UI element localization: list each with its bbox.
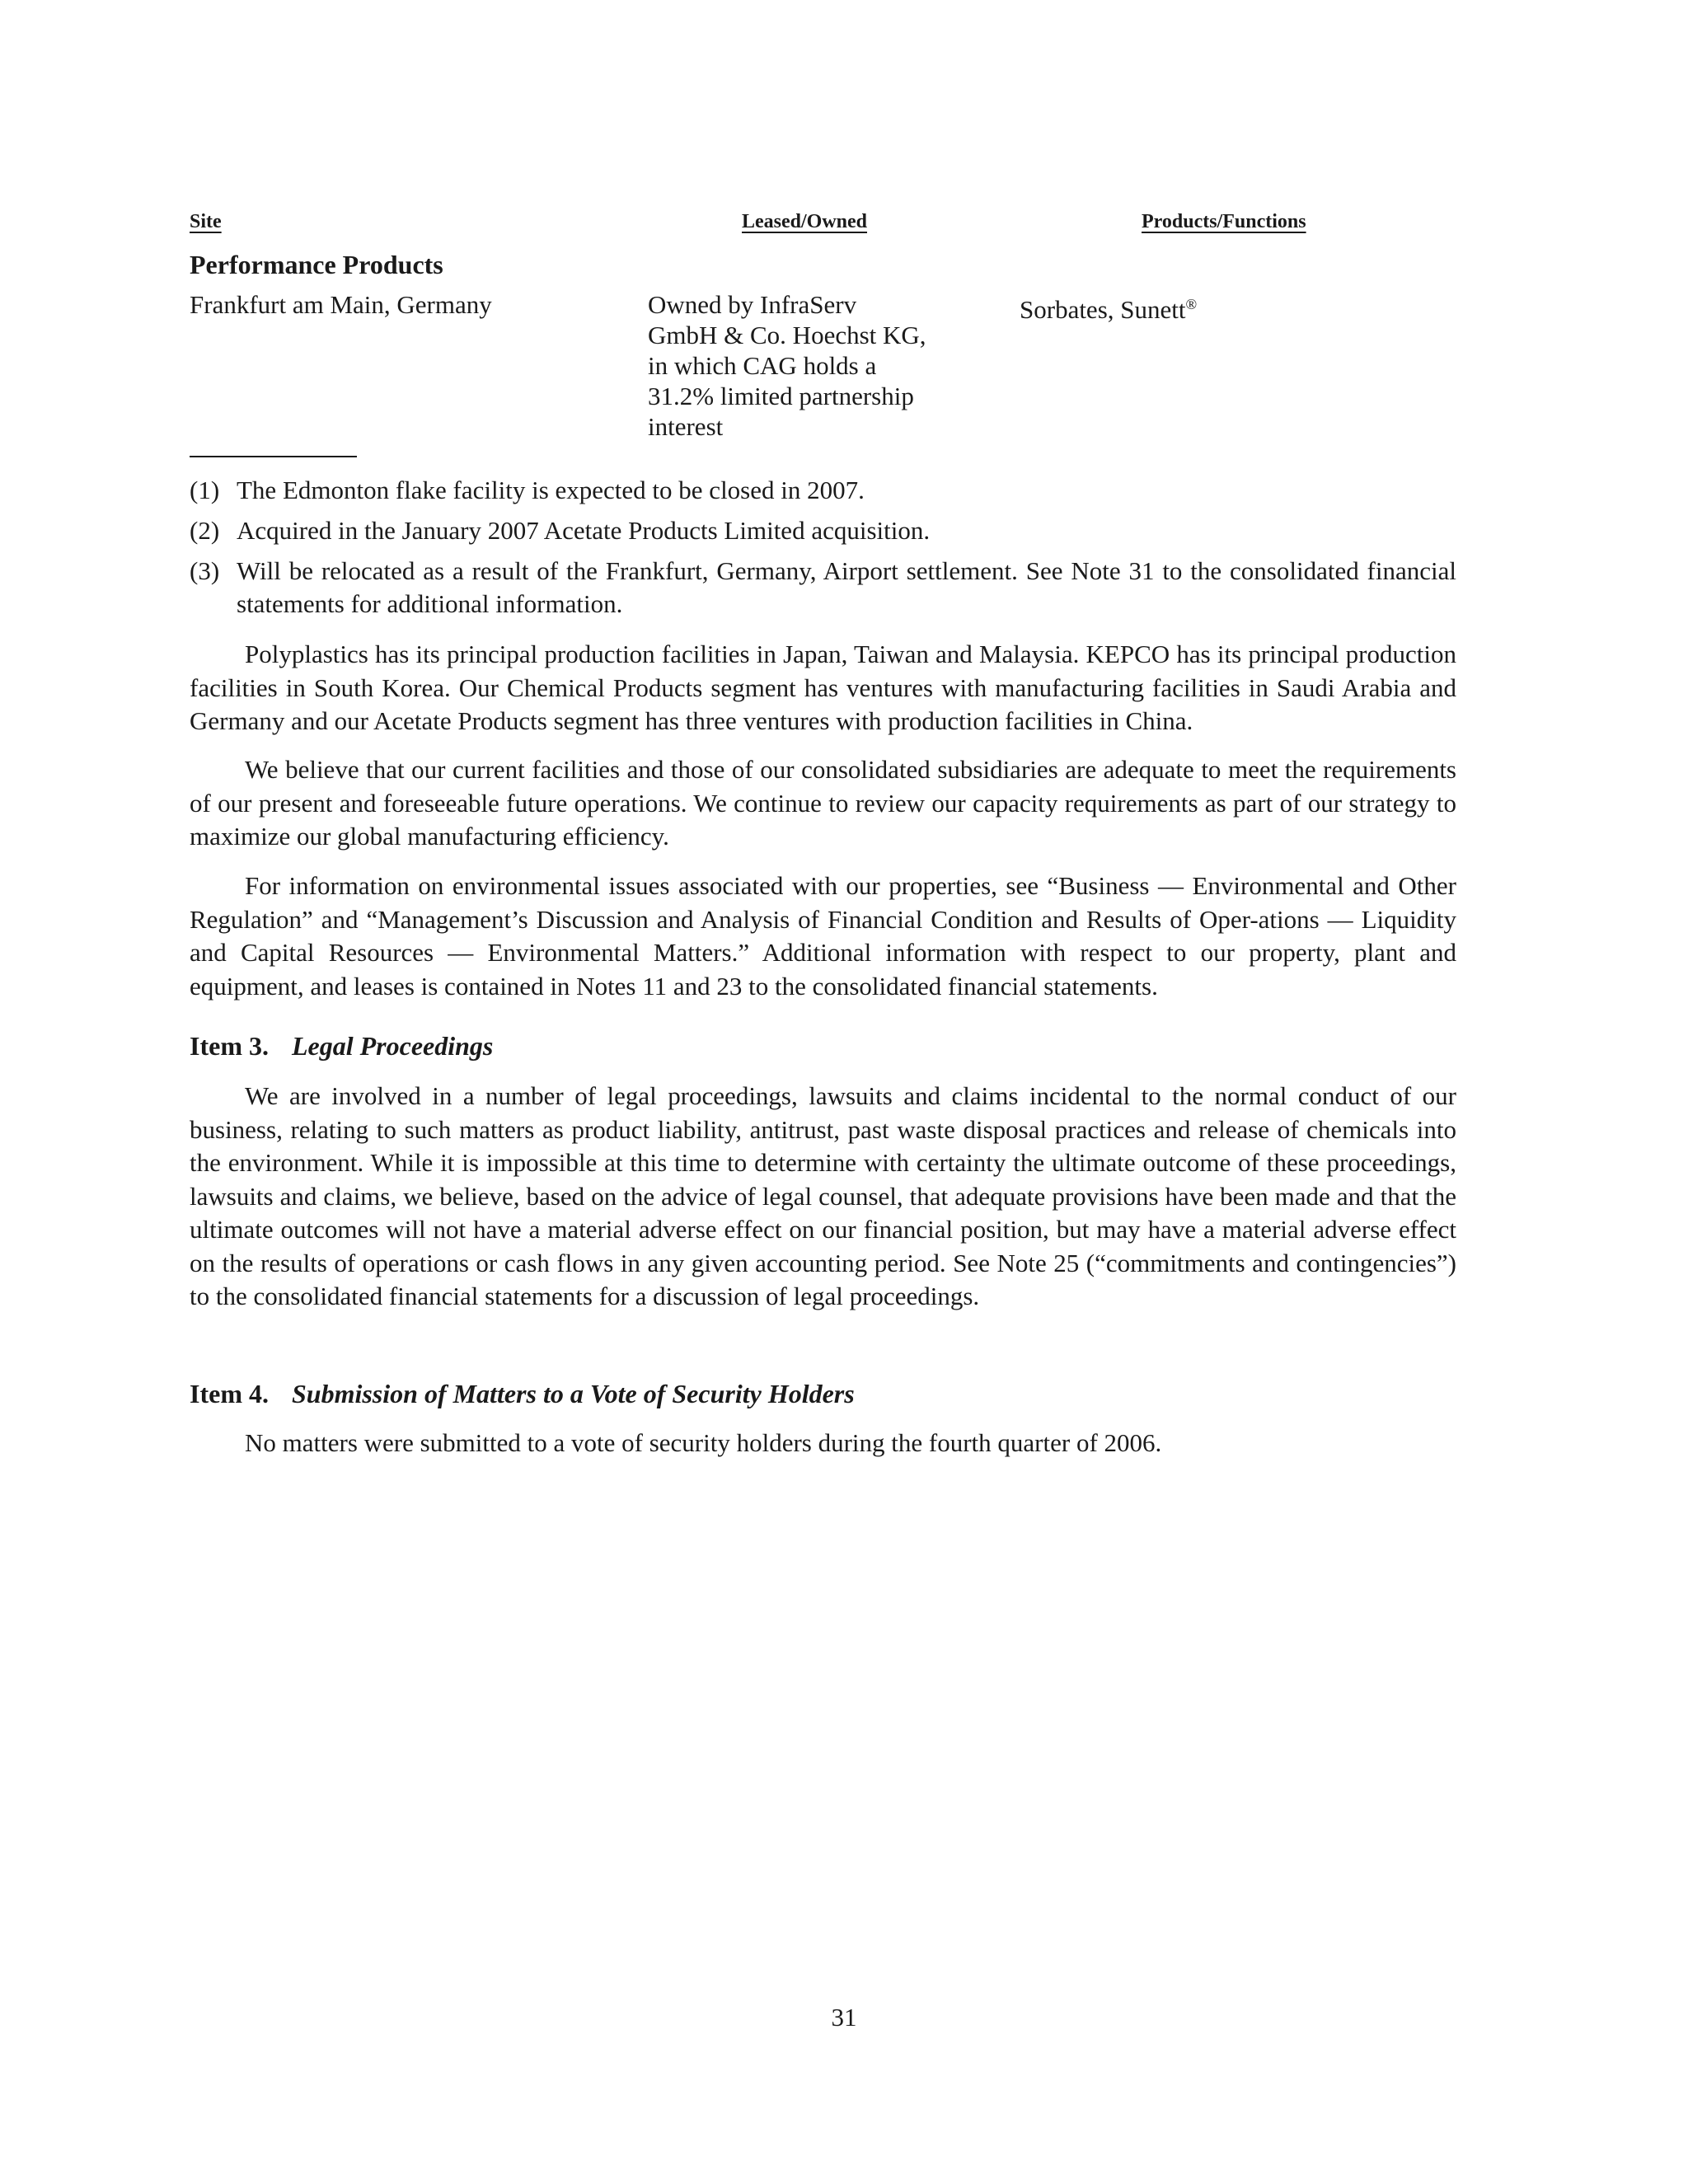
- leased-owned-cell: [648, 289, 1002, 442]
- item-number: Item 4.: [190, 1379, 269, 1408]
- item-3-heading: [190, 1031, 493, 1062]
- item-title: Submission of Matters to a Vote of Security Holders: [291, 1379, 855, 1408]
- page-number: 31: [831, 2003, 857, 2032]
- footnote-rule: [190, 456, 357, 457]
- paragraph-vote-of-security-holders: No matters were submitted to a vote of security holders during the fourth quarter of 2006.: [245, 1428, 1162, 1457]
- item-title: Legal Proceedings: [291, 1031, 494, 1061]
- footnote-number: (3): [190, 556, 220, 585]
- leased-owned-line: in which CAG holds a: [648, 351, 877, 380]
- leased-owned-line: 31.2% limited partnership: [648, 382, 914, 410]
- footnote-1: [190, 474, 1456, 507]
- registered-mark: ®: [1185, 296, 1198, 312]
- footnote-text: Will be relocated as a result of the Frankfurt, Germany, Airport settlement. See Note 31 to the consolidated financial statements for additional information.: [237, 556, 1456, 618]
- column-header-leased-owned: Leased/Owned: [742, 211, 868, 232]
- leased-owned-line: Owned by InfraServ: [648, 290, 857, 319]
- paragraph-legal-proceedings: We are involved in a number of legal proceedings, lawsuits and claims incidental to the normal conduct of our business, relating to such matters as product liability, antitrust, past waste disposal practices and release of chemicals into the environment. While it is impossible at this time to determine with certainty the ultimate outcome of these proceedings, lawsuits and claims, we believe, based on the advice of legal counsel, that adequate provisions have been made and that the ultimate outcomes will not have a material adverse effect on our financial position, but may have a material adverse effect on the results of operations or cash flows in any given accounting period. See Note 25 (“commitments and contingencies”) to the consolidated financial statements for a discussion of legal proceedings.: [190, 1081, 1456, 1310]
- column-header-site: Site: [190, 211, 222, 232]
- site-cell: Frankfurt am Main, Germany: [190, 290, 492, 319]
- leased-owned-line: interest: [648, 412, 724, 441]
- footnote-number: (1): [190, 476, 220, 504]
- segment-heading: Performance Products: [190, 250, 443, 279]
- item-4-heading: [190, 1379, 855, 1409]
- footnote-number: (2): [190, 516, 220, 545]
- products-text: Sorbates, Sunett: [1020, 295, 1186, 324]
- item-number: Item 3.: [190, 1031, 269, 1061]
- footnote-text: Acquired in the January 2007 Acetate Products Limited acquisition.: [237, 516, 931, 545]
- products-functions-cell: [1020, 289, 1197, 325]
- leased-owned-line: GmbH & Co. Hoechst KG,: [648, 321, 926, 349]
- column-header-products-functions: Products/Functions: [1142, 211, 1306, 232]
- footnote-text: The Edmonton flake facility is expected to be closed in 2007.: [237, 476, 865, 504]
- footnote-3: [190, 555, 1456, 621]
- paragraph-environmental-info: For information on environmental issues associated with our properties, see “Business — Environmental and Other Regulation” and “Management’s Discussion and Analysis of Financial Condition and Results of Oper-ations — Liquidity and Capital Resources — Environmental Matters.” Additional information with respect to our property, plant and equipment, and leases is contained in Notes 11 and 23 to the consolidated financial statements.: [190, 871, 1456, 1001]
- paragraph-facilities-adequacy: We believe that our current facilities and those of our consolidated subsidiaries are adequate to meet the requirements of our present and foreseeable future operations. We continue to review our capacity requirements as part of our strategy to maximize our global manufacturing efficiency.: [190, 755, 1456, 851]
- paragraph-production-facilities: Polyplastics has its principal production facilities in Japan, Taiwan and Malaysia. KEPCO has its principal production facilities in South Korea. Our Chemical Products segment has ventures with manufacturing facilities in Saudi Arabia and Germany and our Acetate Products segment has three ventures with production facilities in China.: [190, 640, 1456, 735]
- footnote-2: [190, 514, 1456, 547]
